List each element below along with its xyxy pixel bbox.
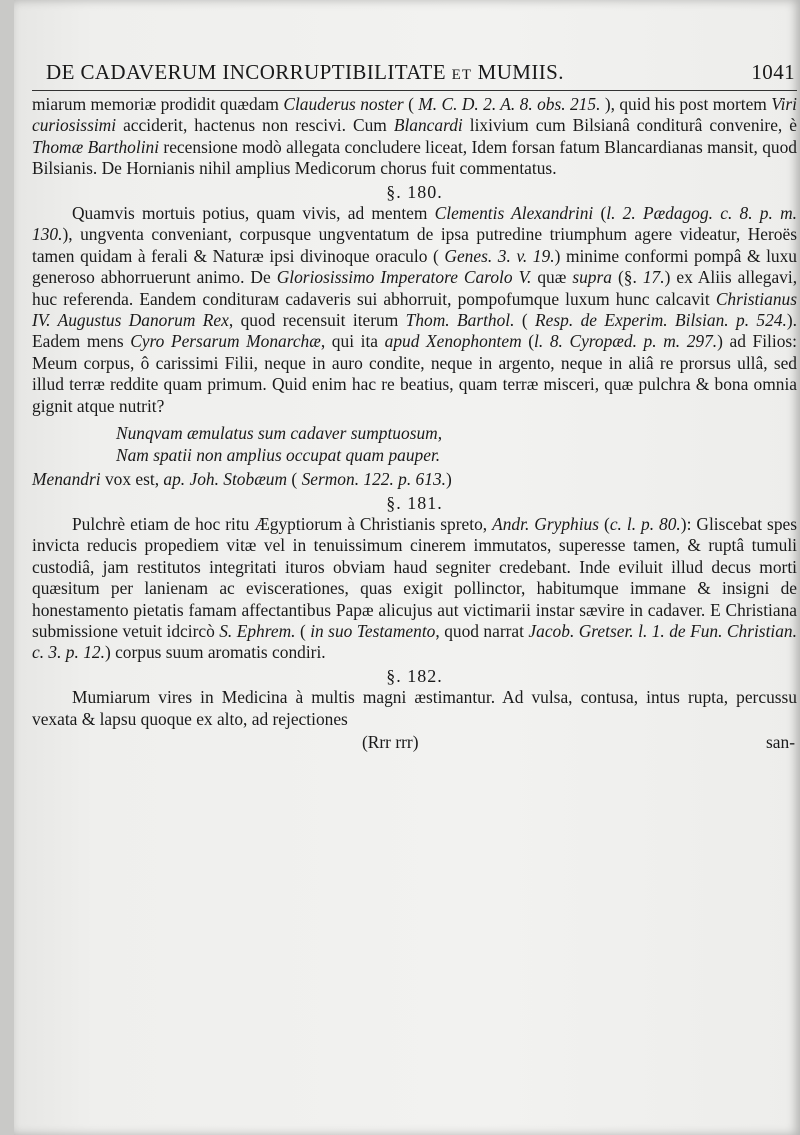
catchword: san- <box>766 731 795 752</box>
italic-segment: Andr. Gryphius <box>492 513 600 534</box>
text-segment: , qui ita <box>320 331 385 352</box>
page-number: 1041 <box>751 60 795 84</box>
italic-segment: Thom. Barthol. <box>405 310 515 331</box>
text-segment: ) minime conformi pompâ & luxu generoso abhorruerunt animo. De <box>32 245 798 288</box>
text-segment: recensione modò allegata concludere liceat, Idem forsan fatum Blancardianas mansit, quod Bilsianis. De Hornianis nihil amplius Medicorum chorus fuit commentatus. <box>32 136 797 179</box>
section-heading: §. 180. <box>386 181 443 202</box>
italic-segment: in suo Testamento <box>310 620 436 641</box>
text-segment: ( <box>593 203 607 224</box>
italic-segment: Resp. de Experim. Bilsian. p. 524. <box>535 310 787 331</box>
text-segment: ( <box>295 620 311 641</box>
text-segment: quæ <box>531 267 573 288</box>
italic-segment: Christianus IV. Augustus Danorum Rex <box>32 288 797 331</box>
section-heading: §. 181. <box>386 492 443 513</box>
text-segment: ) <box>446 469 452 490</box>
italic-segment: 17. <box>642 267 665 288</box>
italic-segment: Viri curiosissimi <box>32 94 797 136</box>
verse-line: Nunqvam æmulatus sum cadaver sumptuosum, <box>116 423 443 444</box>
text-segment: ( <box>287 469 302 490</box>
text-segment: ), ungventa conveniant, corpusque ungventatum de ipsa putredine triumphum agere videatur, Heroës tamen quidam à ferali & Naturæ ipsi divinoque oraculo ( <box>32 224 797 266</box>
text-segment: ) ad Filios: Meum corpus, ô carissimi Filii, neque in auro condite, neque in argento, neque in aliâ re prorsus ullâ, sed illud terræ reddite quam primum. Quid enim hac re beatius, quam terræ misceri, quæ pulchra & bona omnia gignit atque nutrit? <box>32 331 798 416</box>
text-segment: miarum memoriæ prodidit quædam <box>32 94 284 114</box>
italic-segment: Clementis Alexandrini <box>434 203 594 224</box>
verse-line: Nam spatii non amplius occupat quam pauper. <box>116 445 441 466</box>
italic-segment: c. l. p. 80. <box>609 513 681 534</box>
page-footer <box>32 732 797 753</box>
text-segment: ( <box>514 310 536 331</box>
paragraph <box>32 203 797 417</box>
italic-segment: Cyro Persarum Monarchæ <box>130 331 321 352</box>
italic-segment: Gloriosissimo Imperatore Carolo V. <box>276 267 532 288</box>
section-heading: §. 182. <box>386 665 443 686</box>
italic-segment: supra <box>572 267 612 288</box>
signature-mark: (Rrr rrr) <box>362 731 419 752</box>
text-segment: ) ex Aliis allegavi, huc referenda. Eandem conditurам cadaveris sui abhorruit, pompofumque luxum hunc calcavit <box>32 267 798 309</box>
italic-segment: Blancardi <box>393 115 463 136</box>
text-segment: ( <box>521 331 535 352</box>
paragraph <box>32 94 797 180</box>
running-title <box>46 60 564 87</box>
title-et: ET <box>451 67 472 83</box>
text-segment: , quod narrat <box>435 620 529 641</box>
italic-segment: Sermon. 122. p. 613. <box>301 469 446 490</box>
paragraph <box>32 469 797 490</box>
text-segment: ): Gliscebat spes invicta reducis propediem vitæ vel in tenuissimum cinerem immutatos, superesse tamen, & ruptâ tumuli custodiâ, jam restitutos integritati ituros obviam haud segniter credebant. Inde eviluit illud decus morti quæsitum per lanienam ac eviscerationes, quas exigit pollinctor, habitumque immane & insigni de honestamento pietatis famam affectantibus Papæ alicujus aut victimarii instar sævire in cadaver. E Christiana submissione vetuit idcircò <box>32 513 798 641</box>
text-segment: ( <box>599 513 610 534</box>
text-segment: ). Eadem mens <box>32 310 798 352</box>
text-segment: (§. <box>611 267 643 288</box>
text-segment: vox est, <box>100 469 164 490</box>
title-main: DE CADAVERUM INCORRUPTIBILITATE <box>46 60 446 84</box>
italic-segment: l. 1. de Fun. Christian. c. 3. p. 12. <box>32 620 797 663</box>
italic-segment: Menandri <box>32 469 101 490</box>
italic-segment: l. 8. Cyropæd. p. m. 297. <box>534 331 718 352</box>
italic-segment: ap. Joh. Stobæum <box>163 469 288 490</box>
text-segment: ) corpus suum aromatis condiri. <box>104 642 326 663</box>
text-segment: Quamvis mortuis potius, quam vivis, ad mentem <box>72 203 435 224</box>
italic-segment: Genes. 3. v. 19. <box>444 245 555 266</box>
text-segment: , quod recensuit iterum <box>228 310 406 331</box>
text-segment: acciderit, hactenus non rescivi. Cum <box>116 115 394 136</box>
italic-segment: l. 2. Pædagog. c. 8. p. m. 130. <box>32 203 797 245</box>
book-page <box>14 0 800 1135</box>
paragraph <box>32 514 797 664</box>
running-head <box>32 60 797 91</box>
verse-quote <box>116 422 797 466</box>
title-end: MUMIIS. <box>477 60 564 84</box>
text-segment: Pulchrè etiam de hoc ritu Ægyptiorum à Christianis spreto, <box>72 513 493 534</box>
text-segment: Mumiarum vires in Medicina à multis magni æstimantur. Ad vulsa, contusa, intus rupta, percussu vexata & lapsu quoque ex alto, ad rejectiones <box>32 687 797 729</box>
italic-segment: M. C. D. 2. A. 8. obs. 215. <box>418 94 601 114</box>
text-segment: ), quid his post mortem <box>600 94 772 114</box>
italic-segment: Clauderus noster <box>283 94 404 114</box>
text-segment: ( <box>403 94 419 114</box>
paragraph <box>32 687 797 730</box>
page-body <box>32 94 797 730</box>
text-segment: lixivium cum Bilsianâ conditurâ convenire, è <box>462 115 798 136</box>
italic-segment: Thomæ Bartholini <box>32 136 160 157</box>
italic-segment: S. Ephrem. <box>219 620 296 641</box>
italic-segment: Jacob. Gretser. <box>528 620 634 641</box>
italic-segment: apud Xenophontem <box>384 331 522 352</box>
text-block <box>32 60 797 753</box>
